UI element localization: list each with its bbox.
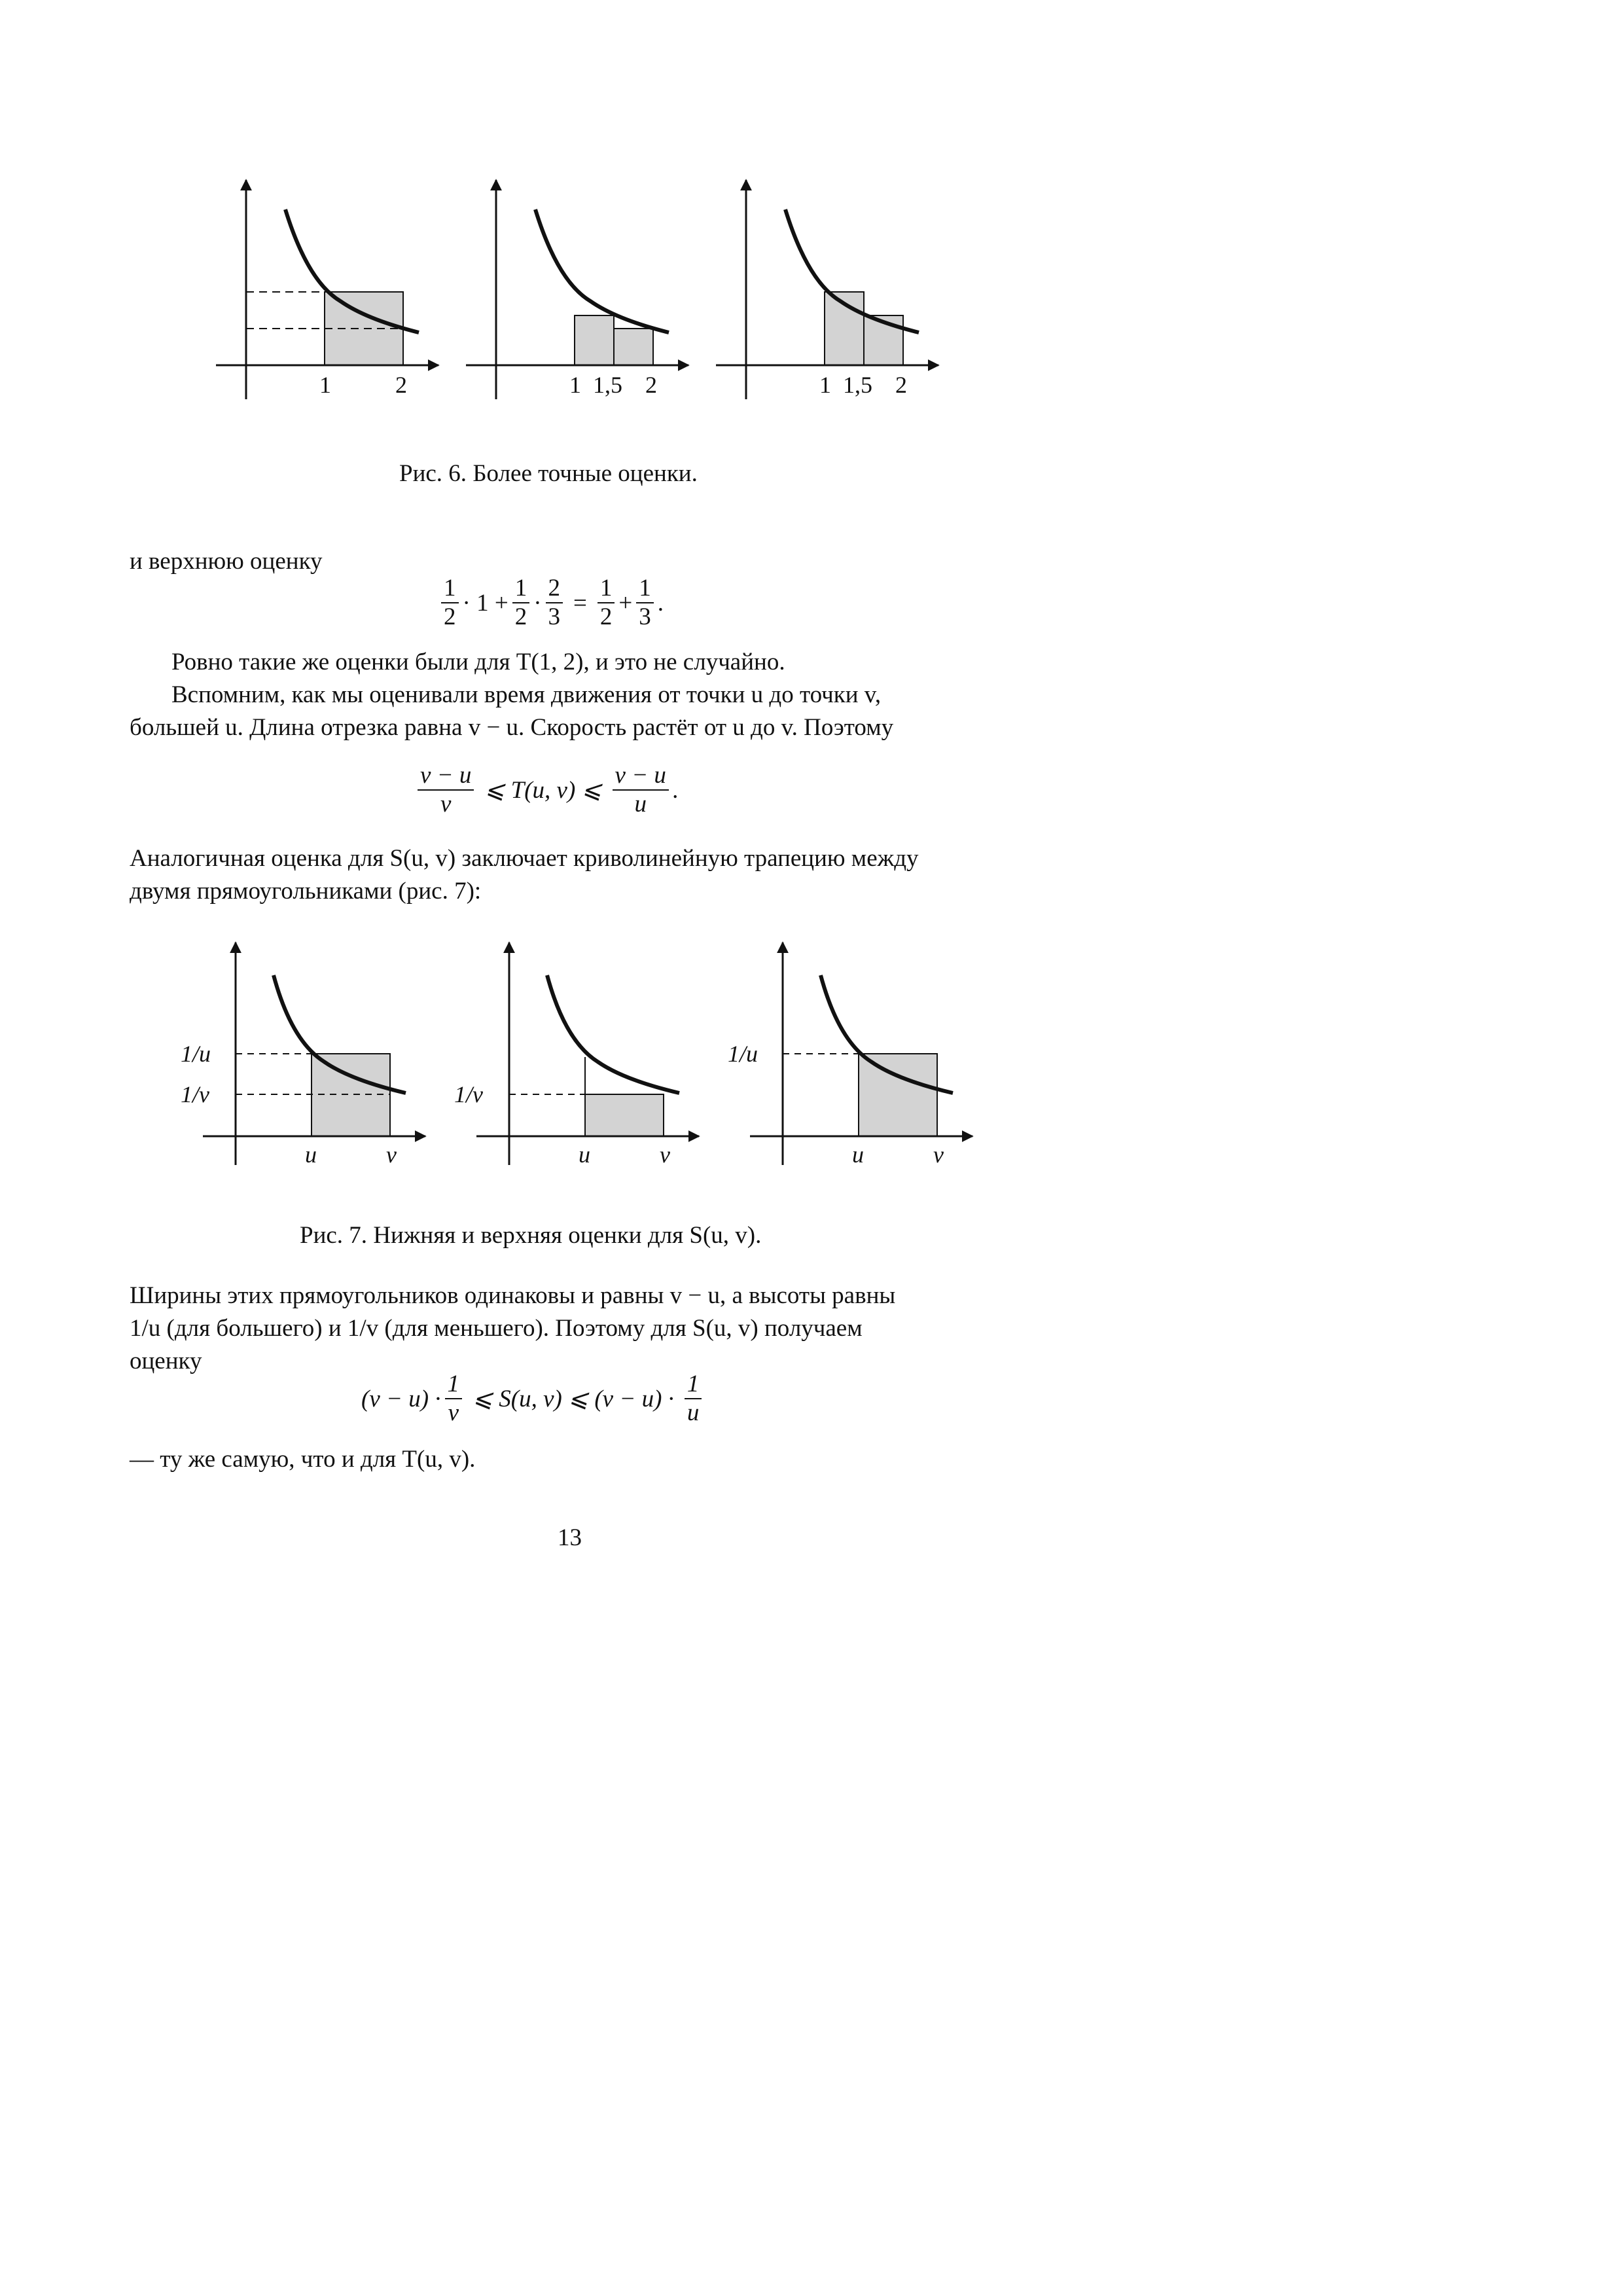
equation-2: $\frac{v - u}{v}$ ⩽ T(u, v) ⩽ $\frac{v - u}{u}$ .: [414, 762, 679, 818]
caption-label: Рис. 7.: [300, 1222, 368, 1249]
paragraph-widths-line-1: Ширины этих прямоугольников одинаковы и равны v − u, а высоты равны: [130, 1282, 896, 1309]
tick-label: u: [305, 1141, 317, 1168]
equation-1: $\frac{1}{2}$ · 1 + $\frac{1}{2}$ · $\frac{2}{3}$ = $\frac{1}{2}$ + $\frac{1}{3}$ .: [437, 575, 664, 631]
paragraph-same-estimate: — ту же самую, что и для T(u, v).: [130, 1446, 476, 1473]
caption-text: Нижняя и верхняя оценки для S(u, v).: [373, 1222, 762, 1249]
y-label: 1/u: [181, 1041, 211, 1067]
paragraph-analog-line-1: Аналогичная оценка для S(u, v) заключает криволинейную трапецию между: [130, 845, 919, 872]
paragraph-widths-line-2: 1/u (для большего) и 1/v (для меньшего). Поэтому для S(u, v) получаем: [130, 1315, 863, 1342]
hyperbola-curve: [535, 209, 669, 332]
fig7-panel-2: [454, 942, 699, 1168]
tick-label: 1: [569, 372, 581, 398]
tick-label: u: [852, 1141, 864, 1168]
figure-7: [164, 923, 988, 1172]
fig6-rect-right: [614, 329, 653, 365]
tick-label: 2: [395, 372, 407, 398]
fraction: $\frac{1}{2}$: [441, 575, 459, 631]
fig7-rect-upper: [859, 1054, 937, 1136]
tick-label: 2: [895, 372, 907, 398]
paragraph-upper-estimate: и верхнюю оценку: [130, 548, 323, 575]
fraction: $\frac{1}{2}$: [597, 575, 615, 631]
fraction: $\frac{1}{3}$: [636, 575, 654, 631]
y-label: 1/u: [728, 1041, 758, 1067]
figure-7-caption: [300, 1221, 761, 1249]
fraction: $\frac{1}{u}$: [685, 1371, 702, 1427]
tick-label: 2: [645, 372, 657, 398]
fig7-panel-3: [728, 942, 972, 1168]
fig6-panel-1: [216, 180, 438, 399]
tick-label: v: [933, 1141, 944, 1168]
fig7-rect-lower: [585, 1094, 664, 1136]
figure-6: [196, 164, 969, 425]
y-label: 1/v: [181, 1081, 209, 1107]
page-number: 13: [558, 1524, 582, 1551]
paragraph-same-estimates: Ровно такие же оценки были для T(1, 2), и это не случайно.: [171, 649, 785, 675]
fig7-panel-1: [181, 942, 425, 1168]
caption-text: Более точные оценки.: [473, 460, 698, 487]
paragraph-recall-line-1: Вспомним, как мы оценивали время движения от точки u до точки v,: [171, 681, 882, 708]
tick-label: 1: [819, 372, 831, 398]
tick-label: 1,5: [843, 372, 872, 398]
tick-label: 1,5: [593, 372, 622, 398]
equation-3: (v − u) · $\frac{1}{v}$ ⩽ S(u, v) ⩽ (v − u) · $\frac{1}{u}$: [361, 1371, 705, 1427]
fraction: $\frac{2}{3}$: [546, 575, 563, 631]
tick-label: 1: [319, 372, 331, 398]
fraction: $\frac{v - u}{v}$: [418, 762, 474, 818]
fraction: $\frac{1}{2}$: [512, 575, 530, 631]
paragraph-recall-line-2: большей u. Длина отрезка равна v − u. Скорость растёт от u до v. Поэтому: [130, 714, 894, 741]
fraction: $\frac{1}{v}$: [445, 1371, 463, 1427]
paragraph-analog-line-2: двумя прямоугольниками (рис. 7):: [130, 878, 482, 905]
paragraph-widths-line-3: оценку: [130, 1348, 202, 1374]
tick-label: v: [660, 1141, 670, 1168]
fig6-panel-2: [466, 180, 688, 399]
fraction: $\frac{v - u}{u}$: [613, 762, 669, 818]
tick-label: v: [386, 1141, 397, 1168]
y-label: 1/v: [454, 1081, 483, 1107]
hyperbola-curve: [547, 975, 679, 1093]
caption-label: Рис. 6.: [399, 460, 467, 487]
tick-label: u: [579, 1141, 590, 1168]
fig6-rect-left: [575, 315, 614, 365]
fig6-panel-3: [716, 180, 938, 399]
figure-6-caption: [399, 459, 698, 488]
